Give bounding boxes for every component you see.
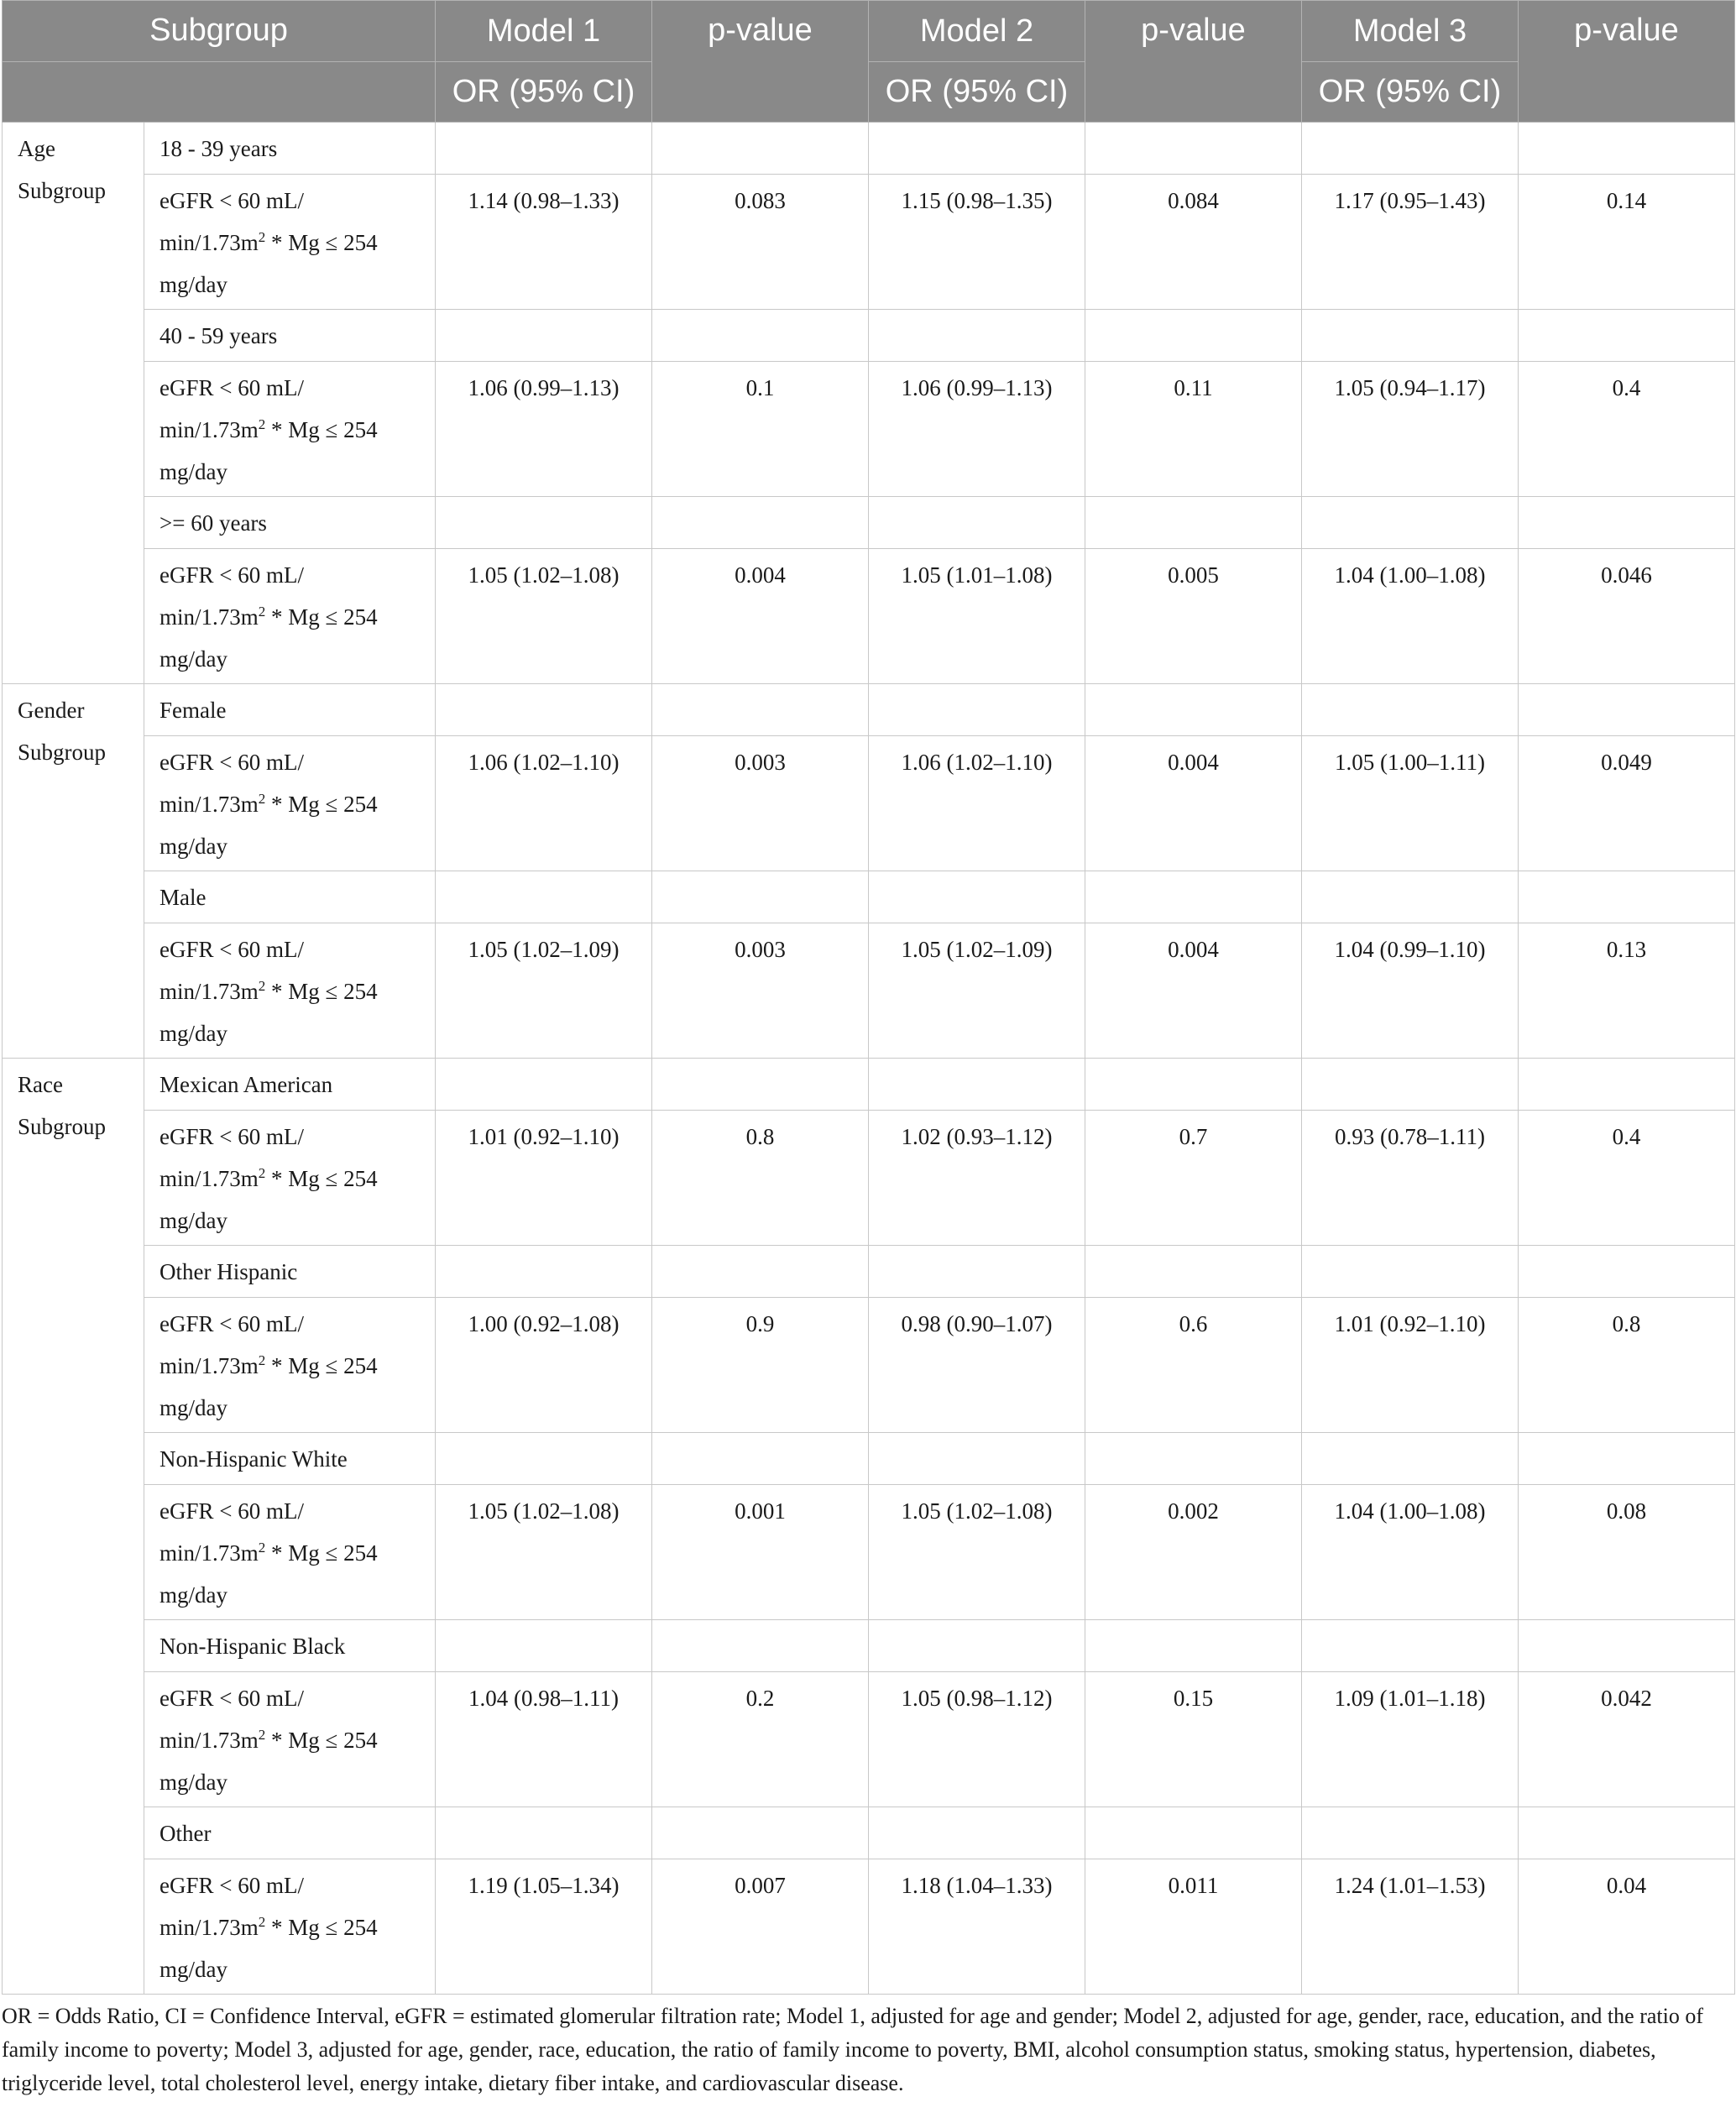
empty-cell [869,1433,1085,1485]
empty-cell [1302,497,1519,549]
exposure-line1: eGFR < 60 mL/ [159,188,304,213]
table-row [3,871,1735,923]
exposure-line2-post: * Mg ≤ 254 [265,792,378,817]
header-or1: OR (95% CI) [436,62,652,123]
empty-cell [1519,497,1735,549]
exposure-label [144,1859,436,1995]
model3-or-cell: 1.04 (0.99–1.10) [1302,923,1519,1059]
model1-pvalue-cell: 0.8 [652,1111,869,1246]
empty-cell [869,1059,1085,1111]
model2-pvalue-cell: 0.004 [1085,736,1302,871]
exposure-line2-post: * Mg ≤ 254 [265,1166,378,1191]
model1-pvalue-cell: 0.083 [652,175,869,310]
empty-cell [436,310,652,362]
group-name [3,1059,144,1995]
model3-pvalue-cell: 0.4 [1519,1111,1735,1246]
empty-cell [652,1059,869,1111]
category-label: Male [144,871,436,923]
model2-pvalue-cell: 0.084 [1085,175,1302,310]
table-row [3,549,1735,684]
table-row [3,1111,1735,1246]
model2-or-cell: 1.06 (0.99–1.13) [869,362,1085,497]
exposure-line2-post: * Mg ≤ 254 [265,1915,378,1940]
exposure-superscript: 2 [258,1914,266,1930]
empty-cell [652,123,869,175]
empty-cell [1085,1807,1302,1859]
empty-cell [869,310,1085,362]
table-row [3,923,1735,1059]
empty-cell [1302,871,1519,923]
empty-cell [869,1807,1085,1859]
exposure-line3: mg/day [159,1957,227,1982]
empty-cell [1519,1807,1735,1859]
exposure-line1: eGFR < 60 mL/ [159,750,304,775]
empty-cell [1519,123,1735,175]
exposure-label [144,1672,436,1807]
model2-pvalue-cell: 0.11 [1085,362,1302,497]
header-model1: Model 1 [436,1,652,62]
exposure-line1: eGFR < 60 mL/ [159,1686,304,1711]
table-row [3,1807,1735,1859]
empty-cell [1519,871,1735,923]
exposure-label [144,1485,436,1620]
exposure-line2 [159,783,420,825]
empty-cell [1302,1807,1519,1859]
exposure-line2 [159,1719,420,1761]
model1-or-cell: 1.19 (1.05–1.34) [436,1859,652,1995]
model2-or-cell: 1.05 (1.02–1.08) [869,1485,1085,1620]
exposure-line1: eGFR < 60 mL/ [159,1498,304,1524]
exposure-line2 [159,1345,420,1387]
model1-or-cell: 1.01 (0.92–1.10) [436,1111,652,1246]
category-label: 40 - 59 years [144,310,436,362]
model2-pvalue-cell: 0.15 [1085,1672,1302,1807]
category-label: Other Hispanic [144,1246,436,1298]
exposure-label [144,736,436,871]
model2-or-cell: 1.05 (0.98–1.12) [869,1672,1085,1807]
table-row [3,123,1735,175]
exposure-line2-pre: min/1.73m [159,1353,259,1378]
empty-cell [1519,684,1735,736]
empty-cell [869,871,1085,923]
table-row [3,1672,1735,1807]
header-p2: p-value [1085,1,1302,123]
model1-or-cell: 1.05 (1.02–1.08) [436,1485,652,1620]
empty-cell [1085,123,1302,175]
model2-pvalue-cell: 0.004 [1085,923,1302,1059]
empty-cell [1302,1433,1519,1485]
model1-pvalue-cell: 0.001 [652,1485,869,1620]
category-label: Non-Hispanic Black [144,1620,436,1672]
model3-pvalue-cell: 0.4 [1519,362,1735,497]
exposure-line3: mg/day [159,459,227,484]
model2-or-cell: 1.06 (1.02–1.10) [869,736,1085,871]
exposure-line3: mg/day [159,646,227,672]
empty-cell [1085,1433,1302,1485]
model3-pvalue-cell: 0.8 [1519,1298,1735,1433]
model3-or-cell: 1.05 (0.94–1.17) [1302,362,1519,497]
empty-cell [1519,310,1735,362]
exposure-line1: eGFR < 60 mL/ [159,375,304,400]
table-row [3,1059,1735,1111]
exposure-line1: eGFR < 60 mL/ [159,1311,304,1336]
exposure-line2-pre: min/1.73m [159,417,259,442]
model1-pvalue-cell: 0.2 [652,1672,869,1807]
table-row [3,1620,1735,1672]
model2-or-cell: 1.02 (0.93–1.12) [869,1111,1085,1246]
exposure-line2-pre: min/1.73m [159,230,259,255]
header-subgroup-blank [3,62,436,123]
model3-or-cell: 1.24 (1.01–1.53) [1302,1859,1519,1995]
exposure-label [144,175,436,310]
exposure-line2 [159,1158,420,1200]
model3-or-cell: 1.17 (0.95–1.43) [1302,175,1519,310]
results-table [2,0,1735,1995]
exposure-line2-post: * Mg ≤ 254 [265,604,378,630]
exposure-line1: eGFR < 60 mL/ [159,562,304,588]
empty-cell [652,684,869,736]
table-row [3,1485,1735,1620]
model1-or-cell: 1.06 (0.99–1.13) [436,362,652,497]
model2-pvalue-cell: 0.005 [1085,549,1302,684]
group-name-line2: Subgroup [18,178,107,203]
exposure-superscript: 2 [258,978,266,994]
header-or2: OR (95% CI) [869,62,1085,123]
empty-cell [1519,1620,1735,1672]
table-row [3,736,1735,871]
model2-pvalue-cell: 0.6 [1085,1298,1302,1433]
exposure-line2-pre: min/1.73m [159,1166,259,1191]
header-or3: OR (95% CI) [1302,62,1519,123]
exposure-line2-post: * Mg ≤ 254 [265,417,378,442]
empty-cell [1085,871,1302,923]
empty-cell [436,684,652,736]
exposure-superscript: 2 [258,1352,266,1368]
model1-pvalue-cell: 0.007 [652,1859,869,1995]
empty-cell [1302,1620,1519,1672]
empty-cell [652,1807,869,1859]
exposure-line2-post: * Mg ≤ 254 [265,1353,378,1378]
empty-cell [436,871,652,923]
exposure-line2-pre: min/1.73m [159,604,259,630]
model3-or-cell: 0.93 (0.78–1.11) [1302,1111,1519,1246]
empty-cell [436,497,652,549]
model2-or-cell: 1.05 (1.02–1.09) [869,923,1085,1059]
empty-cell [436,1620,652,1672]
empty-cell [1085,684,1302,736]
group-name-line1: Race [18,1072,63,1097]
exposure-superscript: 2 [258,791,266,807]
exposure-line2 [159,1532,420,1574]
exposure-superscript: 2 [258,1727,266,1743]
empty-cell [1085,1246,1302,1298]
exposure-label [144,923,436,1059]
model3-or-cell: 1.05 (1.00–1.11) [1302,736,1519,871]
empty-cell [869,1620,1085,1672]
exposure-line2-post: * Mg ≤ 254 [265,1540,378,1566]
empty-cell [1519,1246,1735,1298]
model1-pvalue-cell: 0.003 [652,923,869,1059]
exposure-superscript: 2 [258,1540,266,1556]
table-row [3,362,1735,497]
empty-cell [652,1433,869,1485]
exposure-line3: mg/day [159,1395,227,1420]
exposure-line1: eGFR < 60 mL/ [159,937,304,962]
exposure-superscript: 2 [258,229,266,245]
model1-pvalue-cell: 0.003 [652,736,869,871]
model3-pvalue-cell: 0.042 [1519,1672,1735,1807]
empty-cell [1519,1433,1735,1485]
exposure-line2-post: * Mg ≤ 254 [265,230,378,255]
table-header [3,1,1735,123]
model2-or-cell: 1.18 (1.04–1.33) [869,1859,1085,1995]
model1-or-cell: 1.05 (1.02–1.08) [436,549,652,684]
group-name [3,684,144,1059]
table-row [3,1433,1735,1485]
empty-cell [1302,1059,1519,1111]
model1-pvalue-cell: 0.9 [652,1298,869,1433]
exposure-line2 [159,970,420,1012]
group-name-line2: Subgroup [18,740,107,765]
model3-or-cell: 1.04 (1.00–1.08) [1302,549,1519,684]
empty-cell [652,1620,869,1672]
exposure-line2-pre: min/1.73m [159,1728,259,1753]
exposure-line3: mg/day [159,1582,227,1608]
model2-or-cell: 1.15 (0.98–1.35) [869,175,1085,310]
category-label: Other [144,1807,436,1859]
empty-cell [1302,684,1519,736]
table-row [3,1246,1735,1298]
model3-pvalue-cell: 0.13 [1519,923,1735,1059]
empty-cell [652,1246,869,1298]
model2-pvalue-cell: 0.002 [1085,1485,1302,1620]
exposure-line2 [159,222,420,264]
table-footnote: OR = Odds Ratio, CI = Confidence Interval, eGFR = estimated glomerular filtration rate; Model 1, adjusted for age and gender; Model 2, adjusted for age, gender, race, education, and the ratio of family income to poverty; Model 3, adjusted for age, gender, race, education, the ratio of family income to poverty, BMI, alcohol consumption status, smoking status, hypertension, diabetes, triglyceride level, total cholesterol level, energy intake, dietary fiber intake, and cardiovascular disease. [2,2004,1703,2095]
exposure-line1: eGFR < 60 mL/ [159,1124,304,1149]
model3-or-cell: 1.01 (0.92–1.10) [1302,1298,1519,1433]
model3-or-cell: 1.09 (1.01–1.18) [1302,1672,1519,1807]
table-row [3,684,1735,736]
empty-cell [436,1433,652,1485]
exposure-line3: mg/day [159,1208,227,1233]
exposure-label [144,1298,436,1433]
exposure-line3: mg/day [159,1021,227,1046]
model1-or-cell: 1.06 (1.02–1.10) [436,736,652,871]
header-p3: p-value [1519,1,1735,123]
empty-cell [1302,123,1519,175]
exposure-superscript: 2 [258,416,266,432]
exposure-line3: mg/day [159,834,227,859]
model1-or-cell: 1.14 (0.98–1.33) [436,175,652,310]
empty-cell [436,123,652,175]
category-label: Non-Hispanic White [144,1433,436,1485]
empty-cell [436,1246,652,1298]
exposure-line2-pre: min/1.73m [159,792,259,817]
exposure-line2 [159,409,420,451]
model1-or-cell: 1.04 (0.98–1.11) [436,1672,652,1807]
model1-pvalue-cell: 0.004 [652,549,869,684]
category-label: >= 60 years [144,497,436,549]
table-row [3,175,1735,310]
empty-cell [1302,1246,1519,1298]
exposure-line2 [159,1906,420,1948]
model3-or-cell: 1.04 (1.00–1.08) [1302,1485,1519,1620]
empty-cell [869,123,1085,175]
model3-pvalue-cell: 0.08 [1519,1485,1735,1620]
exposure-line2-post: * Mg ≤ 254 [265,979,378,1004]
exposure-line2 [159,596,420,638]
exposure-label [144,362,436,497]
group-name-line1: Gender [18,698,85,723]
model1-pvalue-cell: 0.1 [652,362,869,497]
exposure-line2-post: * Mg ≤ 254 [265,1728,378,1753]
category-label: Mexican American [144,1059,436,1111]
empty-cell [652,497,869,549]
exposure-label [144,549,436,684]
model3-pvalue-cell: 0.14 [1519,175,1735,310]
header-model3: Model 3 [1302,1,1519,62]
category-label: Female [144,684,436,736]
header-model2: Model 2 [869,1,1085,62]
model2-pvalue-cell: 0.011 [1085,1859,1302,1995]
exposure-line2-pre: min/1.73m [159,979,259,1004]
group-name-line1: Age [18,136,55,161]
category-label: 18 - 39 years [144,123,436,175]
table-row [3,310,1735,362]
empty-cell [1302,310,1519,362]
group-name-line2: Subgroup [18,1114,107,1139]
empty-cell [436,1059,652,1111]
model1-or-cell: 1.05 (1.02–1.09) [436,923,652,1059]
table-row [3,497,1735,549]
exposure-line2-pre: min/1.73m [159,1540,259,1566]
empty-cell [869,684,1085,736]
empty-cell [652,310,869,362]
exposure-line3: mg/day [159,272,227,297]
exposure-superscript: 2 [258,1165,266,1181]
empty-cell [1085,310,1302,362]
exposure-line1: eGFR < 60 mL/ [159,1873,304,1898]
table-row [3,1859,1735,1995]
model3-pvalue-cell: 0.049 [1519,736,1735,871]
header-p1: p-value [652,1,869,123]
table-body [3,123,1735,1995]
empty-cell [436,1807,652,1859]
exposure-line3: mg/day [159,1770,227,1795]
model3-pvalue-cell: 0.046 [1519,549,1735,684]
model3-pvalue-cell: 0.04 [1519,1859,1735,1995]
exposure-line2-pre: min/1.73m [159,1915,259,1940]
empty-cell [869,497,1085,549]
empty-cell [1085,1620,1302,1672]
empty-cell [869,1246,1085,1298]
model1-or-cell: 1.00 (0.92–1.08) [436,1298,652,1433]
model2-or-cell: 1.05 (1.01–1.08) [869,549,1085,684]
model2-pvalue-cell: 0.7 [1085,1111,1302,1246]
header-subgroup: Subgroup [3,1,436,62]
empty-cell [1085,1059,1302,1111]
group-name [3,123,144,684]
empty-cell [1519,1059,1735,1111]
model2-or-cell: 0.98 (0.90–1.07) [869,1298,1085,1433]
exposure-label [144,1111,436,1246]
empty-cell [1085,497,1302,549]
table-row [3,1298,1735,1433]
empty-cell [652,871,869,923]
exposure-superscript: 2 [258,604,266,620]
